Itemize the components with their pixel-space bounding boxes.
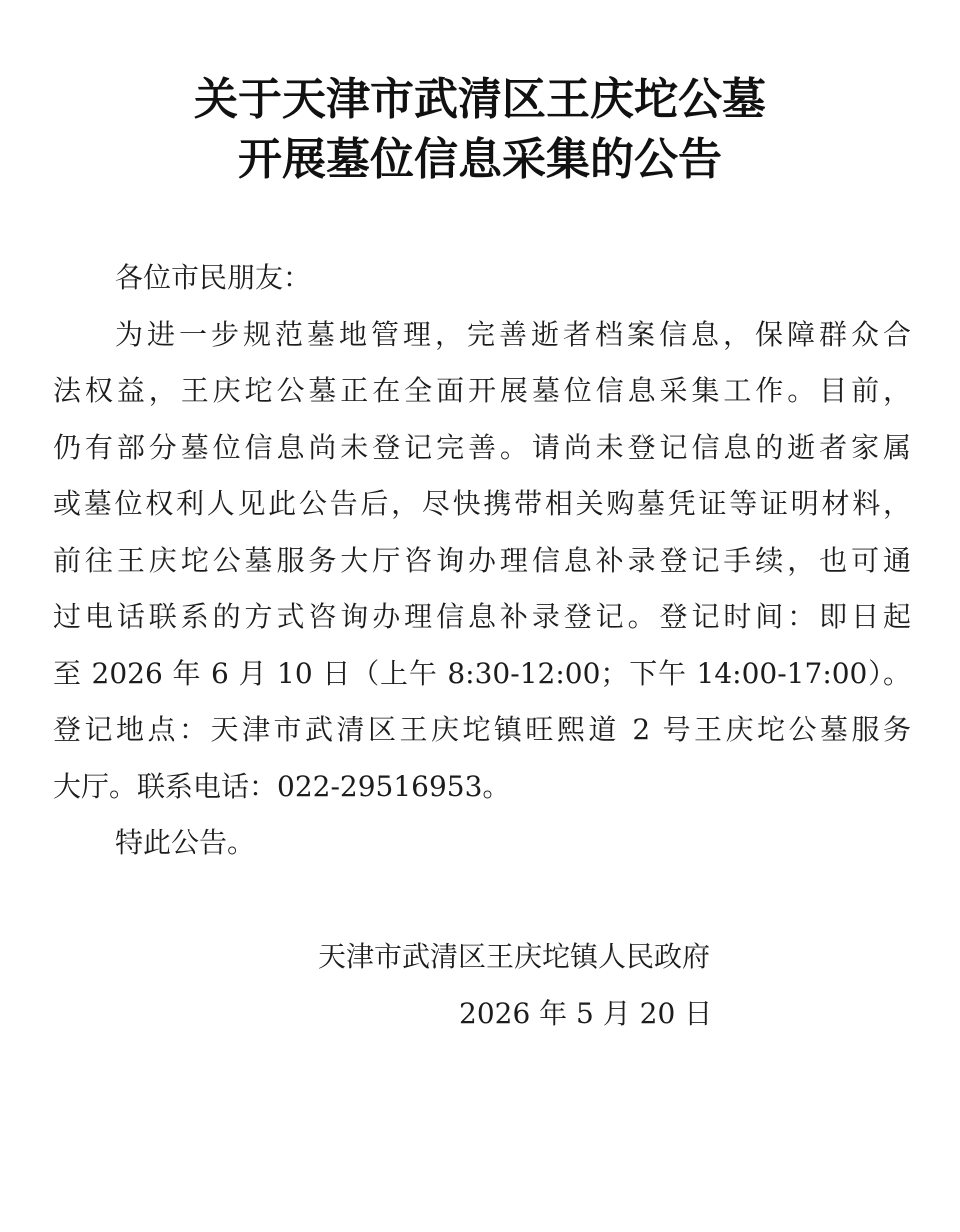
body-line: 仍有部分墓位信息尚未登记完善。请尚未登记信息的逝者家属 xyxy=(53,430,911,464)
body-line: 至 2026 年 6 月 10 日（上午 8:30-12:00；下午 14:00-17:00）。 xyxy=(53,656,911,690)
body-line: 登记地点：天津市武清区王庆坨镇旺熙道 2 号王庆坨公墓服务 xyxy=(53,713,911,746)
body-line: 大厅。联系电话：022-29516953。 xyxy=(53,769,511,803)
salutation: 各位市民朋友： xyxy=(115,261,312,294)
page-title xyxy=(0,70,960,190)
body-line: 过电话联系的方式咨询办理信息补录登记。登记时间：即日起 xyxy=(53,600,911,633)
body-line: 法权益，王庆坨公墓正在全面开展墓位信息采集工作。目前， xyxy=(53,374,911,407)
body-line: 前往王庆坨公墓服务大厅咨询办理信息补录登记手续，也可通 xyxy=(53,543,911,577)
title-line-2: 开展墓位信息采集的公告 xyxy=(238,134,722,185)
signature-organization: 天津市武清区王庆坨镇人民政府 xyxy=(318,940,711,973)
body-paragraph xyxy=(53,307,911,816)
body-line: 为进一步规范墓地管理，完善逝者档案信息，保障群众合 xyxy=(115,317,911,351)
signature-date: 2026 年 5 月 20 日 xyxy=(459,997,713,1030)
body-line: 或墓位权利人见此公告后，尽快携带相关购墓凭证等证明材料， xyxy=(53,487,911,520)
closing-remark: 特此公告。 xyxy=(115,826,256,859)
announcement-body xyxy=(53,250,911,872)
title-line-1: 关于天津市武清区王庆坨公墓 xyxy=(194,74,766,125)
